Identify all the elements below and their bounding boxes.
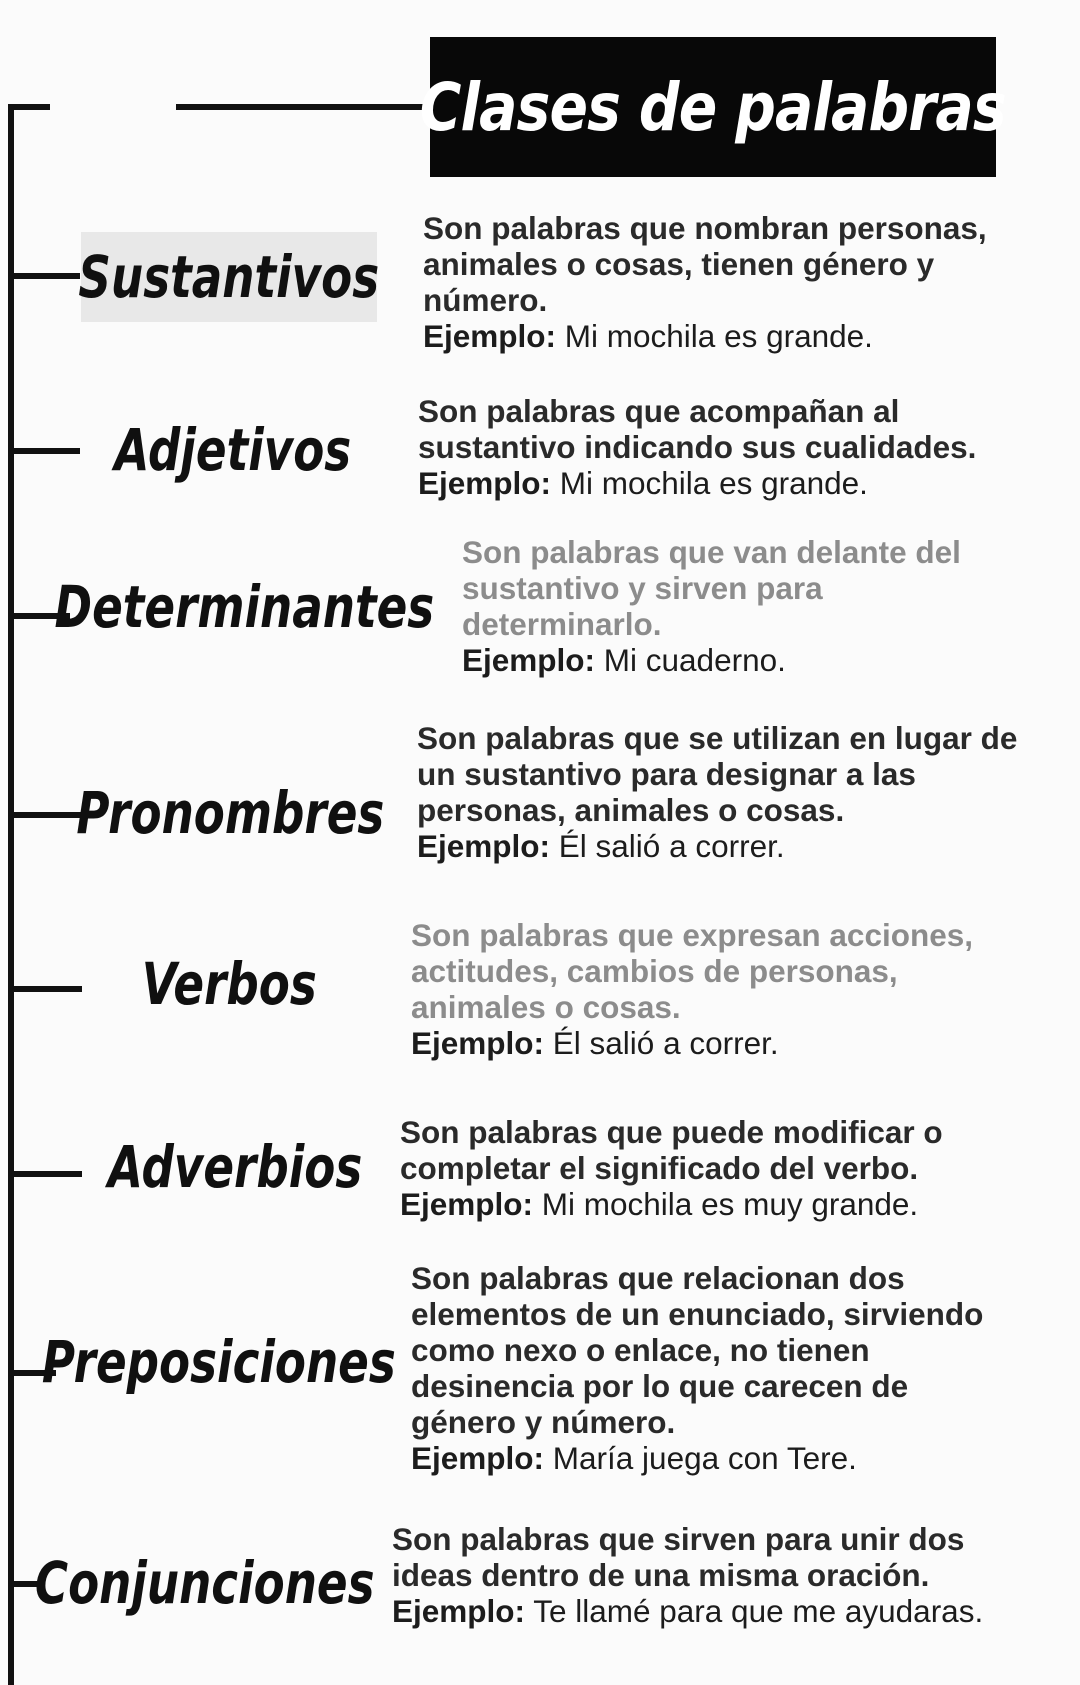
example-text: Mi mochila es muy grande. <box>541 1186 919 1222</box>
main-vertical-line <box>8 106 14 1685</box>
definition-line: actitudes, cambios de personas, <box>411 953 898 989</box>
definition-line: Son palabras que relacionan dos <box>411 1260 905 1296</box>
term-label: Determinantes <box>54 573 434 641</box>
example-line <box>392 1593 983 1629</box>
definition-line: completar el significado del verbo. <box>400 1150 919 1186</box>
term-box <box>42 1317 396 1407</box>
example-label: Ejemplo: <box>411 1025 545 1061</box>
term-box <box>54 562 434 652</box>
branch-line <box>8 448 80 454</box>
example-line <box>400 1186 943 1222</box>
term-box <box>100 405 365 495</box>
definition-line: Son palabras que van delante del <box>462 534 961 570</box>
definition-block <box>411 917 973 1061</box>
definition-line: sustantivo y sirven para <box>462 570 823 606</box>
example-line <box>417 828 1017 864</box>
example-text: Él salió a correr. <box>558 828 785 864</box>
example-line <box>423 318 987 354</box>
term-box <box>35 1538 375 1628</box>
definition-line: sustantivo indicando sus cualidades. <box>418 429 977 465</box>
term-label: Adjetivos <box>114 416 351 484</box>
term-box <box>100 1122 370 1212</box>
definition-line: como nexo o enlace, no tienen <box>411 1332 870 1368</box>
example-text: Mi mochila es grande. <box>564 318 873 354</box>
definition-line: Son palabras que se utilizan en lugar de <box>417 720 1018 756</box>
example-text: Te llamé para que me ayudaras. <box>533 1593 984 1629</box>
definition-block <box>417 720 1017 864</box>
term-label: Conjunciones <box>35 1549 375 1617</box>
example-text: Él salió a correr. <box>552 1025 779 1061</box>
term-box <box>120 939 338 1029</box>
definition-block <box>418 393 976 501</box>
branch-line <box>8 812 86 818</box>
definition-line: Son palabras que expresan acciones, <box>411 917 973 953</box>
example-label: Ejemplo: <box>423 318 557 354</box>
definition-block <box>411 1260 983 1476</box>
term-label: Sustantivos <box>78 243 380 311</box>
definition-block <box>392 1521 983 1629</box>
definition-block <box>462 534 961 678</box>
example-text: Mi cuaderno. <box>603 642 786 678</box>
example-label: Ejemplo: <box>417 828 551 864</box>
example-text: Mi mochila es grande. <box>559 465 868 501</box>
definition-line: un sustantivo para designar a las <box>417 756 916 792</box>
definition-line: elementos de un enunciado, sirviendo <box>411 1296 984 1332</box>
branch-line <box>8 273 80 279</box>
title-box <box>419 37 1007 177</box>
term-label: Pronombres <box>76 779 384 847</box>
branch-line <box>8 1171 82 1177</box>
example-line <box>462 642 961 678</box>
term-label: Preposiciones <box>42 1328 396 1396</box>
definition-line: animales o cosas. <box>411 989 681 1025</box>
definition-line: género y número. <box>411 1404 676 1440</box>
example-label: Ejemplo: <box>392 1593 526 1629</box>
title-connector-line <box>176 104 432 110</box>
example-line <box>411 1440 983 1476</box>
definition-line: Son palabras que puede modificar o <box>400 1114 943 1150</box>
definition-line: animales o cosas, tienen género y <box>423 246 935 282</box>
definition-line: desinencia por lo que carecen de <box>411 1368 909 1404</box>
definition-line: ideas dentro de una misma oración. <box>392 1557 930 1593</box>
example-line <box>418 465 976 501</box>
example-text: María juega con Tere. <box>552 1440 857 1476</box>
example-label: Ejemplo: <box>411 1440 545 1476</box>
term-label: Verbos <box>141 950 317 1018</box>
definition-line: Son palabras que acompañan al <box>418 393 900 429</box>
example-line <box>411 1025 973 1061</box>
definition-line: Son palabras que sirven para unir dos <box>392 1521 965 1557</box>
definition-line: determinarlo. <box>462 606 662 642</box>
example-label: Ejemplo: <box>462 642 596 678</box>
branch-line <box>8 986 82 992</box>
page-title: Clases de palabras <box>419 68 1007 146</box>
top-branch-stub <box>8 104 50 110</box>
term-box <box>78 232 380 322</box>
definition-line: Son palabras que nombran personas, <box>423 210 987 246</box>
term-box <box>76 768 384 858</box>
definition-line: personas, animales o cosas. <box>417 792 845 828</box>
term-label: Adverbios <box>107 1133 363 1201</box>
definition-line: número. <box>423 282 548 318</box>
definition-block <box>423 210 987 354</box>
definition-block <box>400 1114 943 1222</box>
example-label: Ejemplo: <box>400 1186 534 1222</box>
example-label: Ejemplo: <box>418 465 552 501</box>
